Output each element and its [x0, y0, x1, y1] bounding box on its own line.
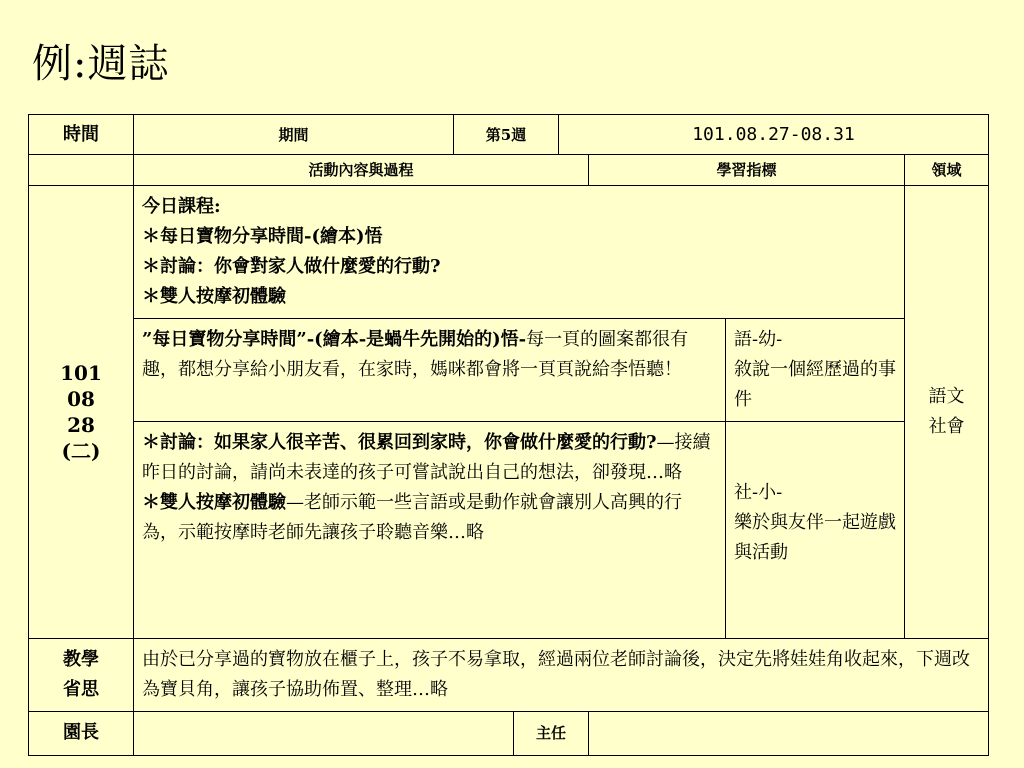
- day-date: 28: [67, 412, 95, 437]
- time-label: 時間: [29, 115, 134, 155]
- course-item-3: ＊雙人按摩初體驗: [142, 286, 286, 307]
- day-weekday: (二): [61, 438, 101, 463]
- day-date-cell: [29, 186, 134, 639]
- entry-1-bold: ”每日寶物分享時間”-(繪本-是蝸牛先開始的)悟-: [142, 329, 527, 350]
- date-range: 101.08.27-08.31: [559, 115, 989, 155]
- course-cell: [134, 186, 904, 319]
- domain-line-1: 語文: [928, 385, 965, 407]
- director-label: 園長: [29, 711, 134, 755]
- domain-label: 領域: [905, 155, 989, 186]
- reflection-label: [29, 638, 134, 711]
- page-title: 例:週誌: [32, 41, 170, 87]
- header-row: [29, 115, 989, 155]
- course-item-2: ＊討論：你會對家人做什麼愛的行動?: [142, 256, 441, 277]
- day-month: 08: [67, 386, 95, 411]
- entry-2-bold-1: ＊討論：如果家人很辛苦、很累回到家時，你會做什麼愛的行動?: [142, 432, 657, 453]
- supervisor-signature[interactable]: [589, 711, 989, 755]
- director-signature[interactable]: [134, 711, 514, 755]
- entry-2-objective-text: 樂於與友伴一起遊戲與活動: [734, 512, 897, 563]
- course-heading: 今日課程:: [142, 196, 221, 217]
- day-row: [29, 186, 989, 639]
- entry-2-objective: [726, 422, 904, 638]
- objective-label: 學習指標: [589, 155, 905, 186]
- entry-1-objective-code: 語-幼-: [734, 329, 783, 350]
- entry-1-text: [134, 319, 726, 422]
- course-item-1: ＊每日寶物分享時間-(繪本)悟: [142, 226, 383, 247]
- domain-line-2: 社會: [928, 415, 965, 437]
- entry-2-text: [134, 422, 726, 638]
- entry-2-body-2: —老師示範一些言語或是動作就會讓別人高興的行為，示範按摩時老師先讓孩子聆聽音樂…略: [142, 492, 682, 543]
- activity-label: 活動內容與過程: [134, 155, 589, 186]
- day-content-cell: [134, 186, 905, 639]
- week-label: 第5週: [454, 115, 559, 155]
- weekly-diary-table: [28, 114, 989, 756]
- day-content-inner: [134, 186, 904, 638]
- entry-1-body: 每一頁的圖案都很有趣，都想分享給小朋友看，在家時，媽咪都會將一頁頁說給李悟聽！: [142, 329, 689, 380]
- reflection-label-1: 教學: [63, 648, 99, 670]
- reflection-label-2: 省思: [63, 678, 99, 700]
- blank-cell: [29, 155, 134, 186]
- entry-1-objective: [726, 319, 904, 422]
- reflection-text: 由於已分享過的寶物放在櫃子上，孩子不易拿取，經過兩位老師討論後，決定先將娃娃角收起來，下週改為寶貝角，讓孩子協助佈置、整理…略: [134, 638, 989, 711]
- entry-1-objective-text: 敘說一個經歷過的事件: [734, 359, 897, 410]
- period-label: 期間: [134, 115, 454, 155]
- domain-cell: [905, 186, 989, 639]
- reflection-row: [29, 638, 989, 711]
- entry-2-body-1: —接續昨日的討論，請尚未表達的孩子可嘗試說出自己的想法，卻發現…略: [142, 432, 711, 483]
- signature-row: [29, 711, 989, 755]
- supervisor-label: 主任: [514, 711, 589, 755]
- day-year: 101: [60, 360, 102, 385]
- entry-2-bold-2: ＊雙人按摩初體驗: [142, 492, 286, 513]
- subheader-row: [29, 155, 989, 186]
- entry-2-objective-code: 社-小-: [734, 482, 783, 503]
